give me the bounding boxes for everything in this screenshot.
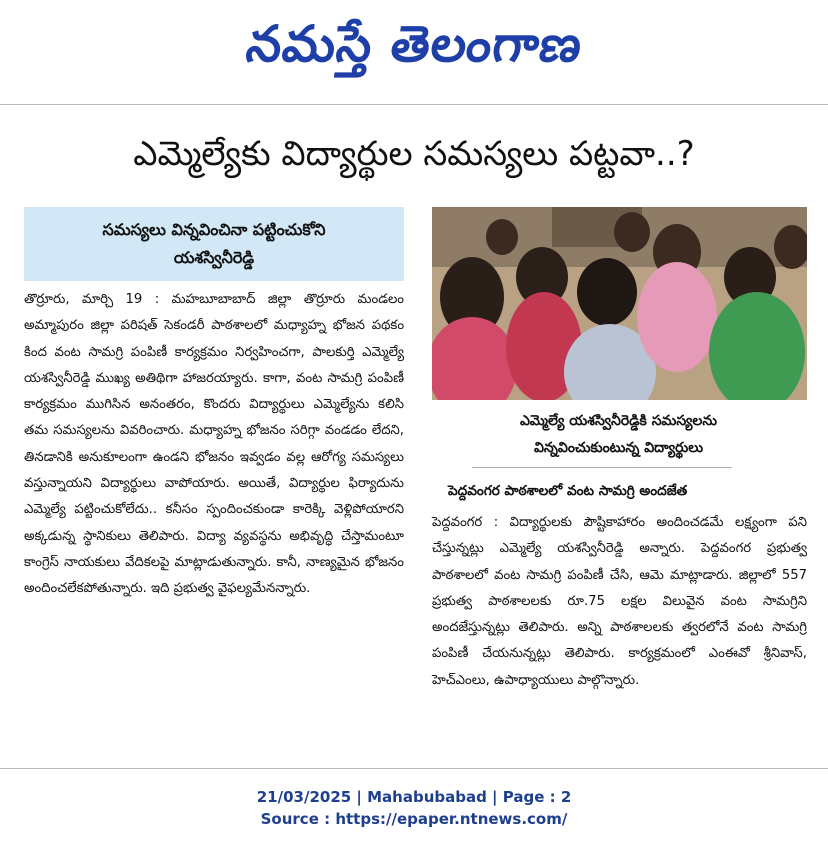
- side-story-body: పెద్దవంగర : విద్యార్థులకు పౌష్టికాహారం అందించడమే లక్ష్యంగా పని చేస్తున్నట్లు ఎమ్మెల్యే యశస్వినీరెడ్డి అన్నారు. పెద్దవంగర ప్రభుత్వ పాఠశాలలో వంట సామగ్రి పంపిణీ చేసి, ఆమె మాట్లాడారు. జిల్లాలో 557 ప్రభుత్వ పాఠశాలలకు రూ.75 లక్షల విలువైన వంట సామగ్రిని అందజేస్తున్నట్లు తెలిపారు. అన్ని పాఠశాలలకు త్వరలోనే వంట సామగ్రి పంపిణీ చేయనున్నట్లు తెలిపారు. కార్యక్రమంలో ఎంఈవో శ్రీనివాస్, హెచ్ఎంలు, ఉపాధ్యాయులు పాల్గొన్నారు.: [432, 515, 807, 688]
- masthead: [0, 0, 828, 100]
- masthead-title: నమస్తే తెలంగాణ: [242, 14, 587, 73]
- subheadline-box: [24, 207, 404, 281]
- photo-caption-line-2: విన్నవించుకుంటున్న విద్యార్థులు: [533, 440, 704, 456]
- bottom-divider: [0, 768, 828, 769]
- news-photo-illustration: [432, 207, 807, 400]
- side-story-heading: పెద్దవంగర పాఠశాలలో వంట సామగ్రి అందజేత: [448, 483, 688, 499]
- article-body: తొర్రూరు, మార్చి 19 : మహబూబాబాద్ జిల్లా తొర్రూరు మండలం అమ్మాపురం జిల్లా పరిషత్ సెకండరీ పాఠశాలలో మధ్యాహ్న భోజన పథకం కింద వంట సామగ్రి పంపిణీ కార్యక్రమం నిర్వహించగా, పాలకుర్తి ఎమ్మెల్యే యశస్వినీరెడ్డి ముఖ్య అతిథిగా హాజరయ్యారు. కాగా, వంట సామగ్రి పంపిణీ కార్యక్రమం ముగిసిన అనంతరం, కొందరు విద్యార్థులు ఎమ్మెల్యేను కలిసి తమ సమస్యలను వివరించారు. మధ్యాహ్న భోజనం సరిగ్గా వండడం లేదని, తినడానికి అనుకూలంగా ఉండని భోజనం ఇవ్వడం వల్ల ఆరోగ్య సమస్యలు వస్తున్నాయని విద్యార్థులు వాపోయారు. అయితే, విద్యార్థుల ఫిర్యాదును ఎమ్మెల్యే పట్టించుకోలేదు.. కనీసం స్పందించకుండా కారెక్కి వెళ్లిపోయారని అక్కడున్న స్థానికులు తెలిపారు. విద్యా వ్యవస్థను అభివృద్ధి చేస్తామంటూ కాంగ్రెస్ నాయకులు వేదికలపై మాట్లాడుతున్నారు. కానీ, నాణ్యమైన భోజనం అందించలేకపోతున్నారు. ఇది ప్రభుత్వ వైఫల్యమేనన్నారు.: [24, 292, 404, 597]
- main-article: [24, 205, 404, 760]
- footer: [0, 786, 828, 830]
- headline: [10, 118, 818, 198]
- subheadline-line-1: సమస్యలు విన్నవించినా పట్టించుకోని: [102, 220, 326, 239]
- headline-text: ఎమ్మెల్యేకు విద్యార్థుల సమస్యలు పట్టవా..?: [133, 134, 695, 174]
- photo-caption: [430, 405, 807, 465]
- side-column: [430, 205, 807, 760]
- photo-caption-line-1: ఎమ్మెల్యే యశస్వినీరెడ్డికి సమస్యలను: [519, 413, 718, 429]
- news-photo: [432, 207, 807, 400]
- subheadline-line-2: యశస్వినీరెడ్డి: [173, 248, 255, 267]
- footer-source: Source : https://epaper.ntnews.com/: [260, 810, 568, 828]
- top-divider: [0, 104, 828, 105]
- caption-divider: [472, 467, 732, 468]
- footer-dateline: 21/03/2025 | Mahabubabad | Page : 2: [256, 788, 572, 806]
